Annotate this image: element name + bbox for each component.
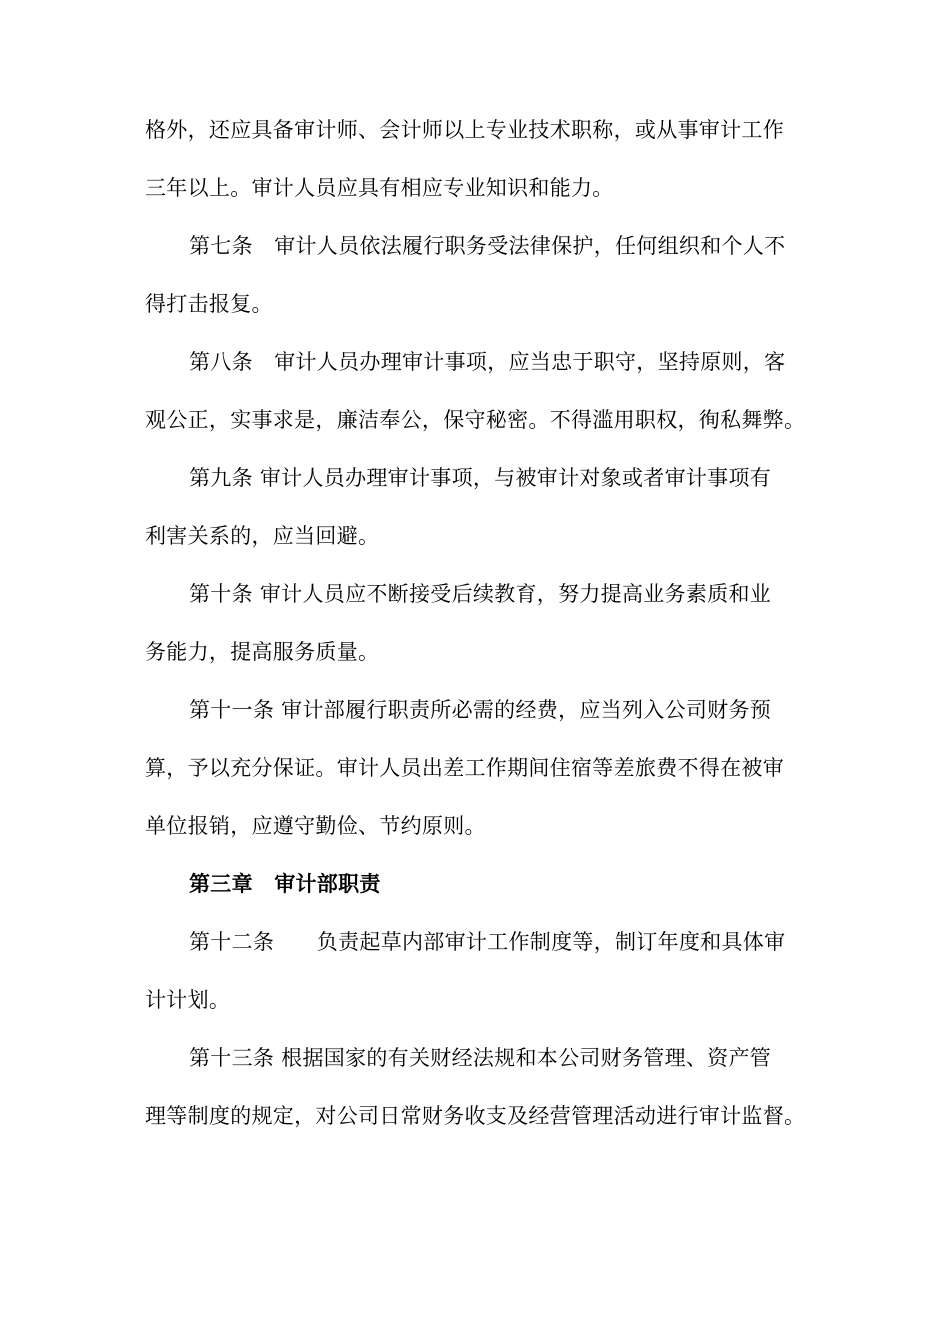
text-line: 利害关系的，应当回避。 bbox=[145, 524, 380, 548]
text-line: 算，予以充分保证。审计人员出差工作期间住宿等差旅费不得在被审 bbox=[145, 756, 784, 780]
article-12-start: 第十二条 负责起草内部审计工作制度等，制订年度和具体审 bbox=[189, 930, 786, 954]
article-8-start: 第八条 审计人员办理审计事项，应当忠于职守，坚持原则，客 bbox=[189, 350, 786, 374]
chapter-heading: 第三章 审计部职责 bbox=[189, 872, 381, 896]
article-11-start: 第十一条 审计部履行职责所必需的经费，应当列入公司财务预 bbox=[189, 698, 772, 722]
text-line: 单位报销，应遵守勤俭、节约原则。 bbox=[145, 814, 486, 838]
text-line: 观公正，实事求是，廉洁奉公，保守秘密。不得滥用职权，徇私舞弊。 bbox=[145, 408, 806, 432]
text-line: 格外，还应具备审计师、会计师以上专业技术职称，或从事审计工作 bbox=[145, 118, 784, 142]
article-13-start: 第十三条 根据国家的有关财经法规和本公司财务管理、资产管 bbox=[189, 1046, 772, 1070]
article-9-start: 第九条 审计人员办理审计事项，与被审计对象或者审计事项有 bbox=[189, 466, 772, 490]
article-7-start: 第七条 审计人员依法履行职务受法律保护，任何组织和个人不 bbox=[189, 234, 786, 258]
text-line: 计计划。 bbox=[145, 988, 231, 1012]
text-line: 得打击报复。 bbox=[145, 292, 273, 316]
text-line: 务能力，提高服务质量。 bbox=[145, 640, 380, 664]
text-line: 三年以上。审计人员应具有相应专业知识和能力。 bbox=[145, 176, 614, 200]
article-10-start: 第十条 审计人员应不断接受后续教育，努力提高业务素质和业 bbox=[189, 582, 772, 606]
text-line: 理等制度的规定，对公司日常财务收支及经营管理活动进行审计监督。 bbox=[145, 1104, 806, 1128]
